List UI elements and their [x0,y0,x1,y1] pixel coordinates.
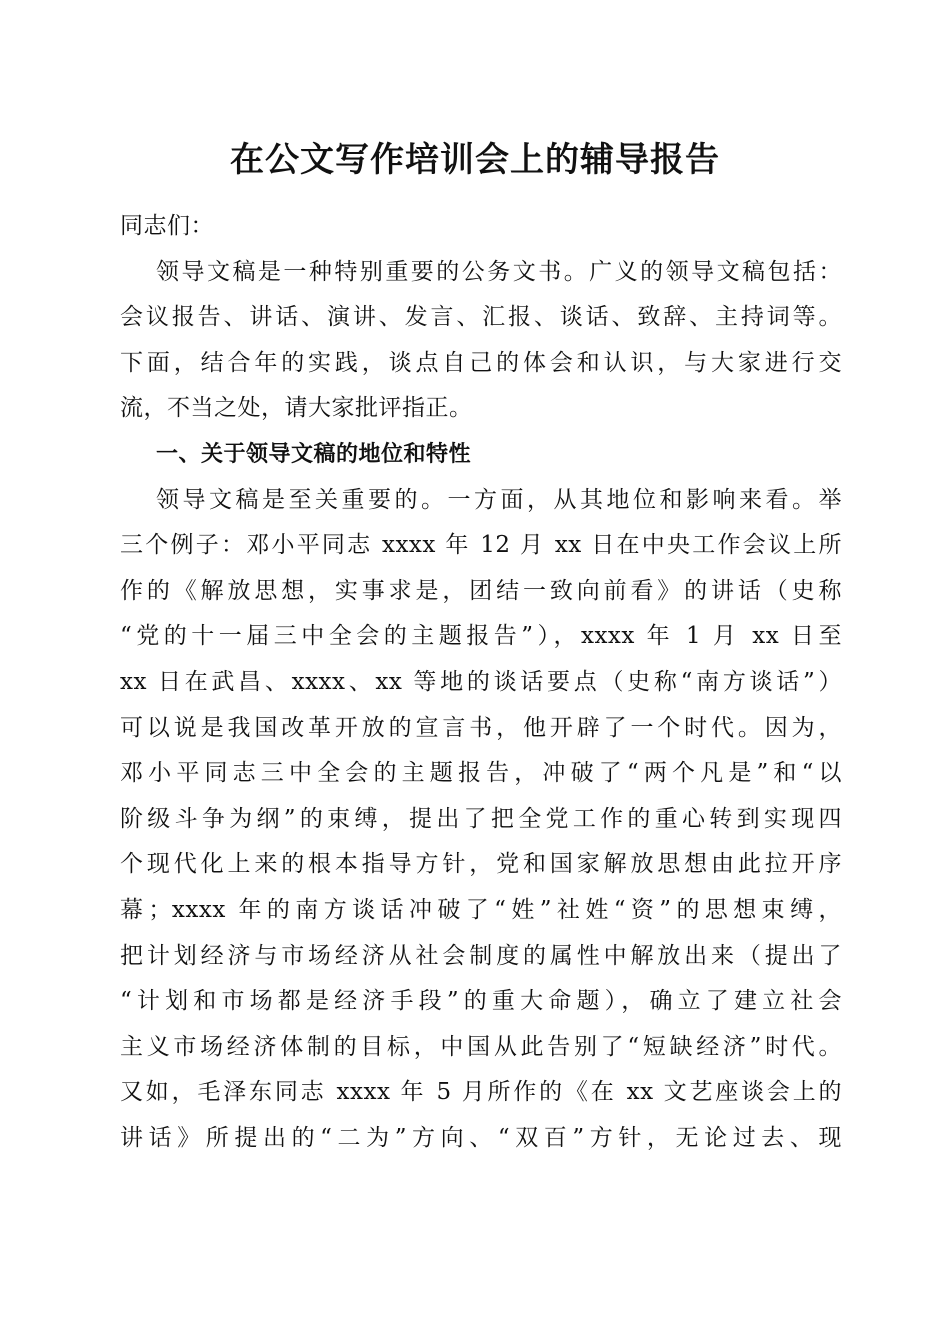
section-line: 又如，毛泽东同志 xxxx 年 5 月所作的《在 xx 文艺座谈会上的 [120,1079,842,1106]
section-line: 个现代化上来的根本指导方针，党和国家解放思想由此拉开序 [120,851,842,878]
document-body [120,204,842,1161]
section-line: “党的十一届三中全会的主题报告”），xxxx 年 1 月 xx 日至 [120,623,842,650]
section-line: 主义市场经济体制的目标，中国从此告别了“短缺经济”时代。 [120,1033,842,1060]
section-line: 领导文稿是至关重要的。一方面，从其地位和影响来看。举 [156,486,842,513]
intro-line: 下面，结合年的实践，谈点自己的体会和认识，与大家进行交 [120,349,842,376]
section-heading: 一、关于领导文稿的地位和特性 [156,441,472,467]
section-line: 三个例子：邓小平同志 xxxx 年 12 月 xx 日在中央工作会议上所 [120,532,842,559]
salutation: 同志们： [120,213,214,239]
section-line: 幕；xxxx 年的南方谈话冲破了“姓”社姓“资”的思想束缚， [120,896,842,923]
section-line: 讲话》所提出的“二为”方向、“双百”方针，无论过去、现 [120,1124,842,1151]
section-line: 阶级斗争为纲”的束缚，提出了把全党工作的重心转到实现四 [120,805,842,832]
section-line: 可以说是我国改革开放的宣言书，他开辟了一个时代。因为， [120,714,842,741]
intro-line: 领导文稿是一种特别重要的公务文书。广义的领导文稿包括： [156,258,842,285]
section-line: 邓小平同志三中全会的主题报告，冲破了“两个凡是”和“以 [120,760,842,787]
section-line: “计划和市场都是经济手段”的重大命题），确立了建立社会 [120,988,842,1015]
section-line: 作的《解放思想，实事求是，团结一致向前看》的讲话（史称 [120,577,842,604]
document-title: 在公文写作培训会上的辅导报告 [230,140,720,180]
intro-line: 流，不当之处，请大家批评指正。 [120,395,473,422]
section-line: 把计划经济与市场经济从社会制度的属性中解放出来（提出了 [120,942,842,969]
intro-line: 会议报告、讲话、演讲、发言、汇报、谈话、致辞、主持词等。 [120,304,842,331]
section-line: xx 日在武昌、xxxx、xx 等地的谈话要点（史称“南方谈话”） [120,668,842,695]
